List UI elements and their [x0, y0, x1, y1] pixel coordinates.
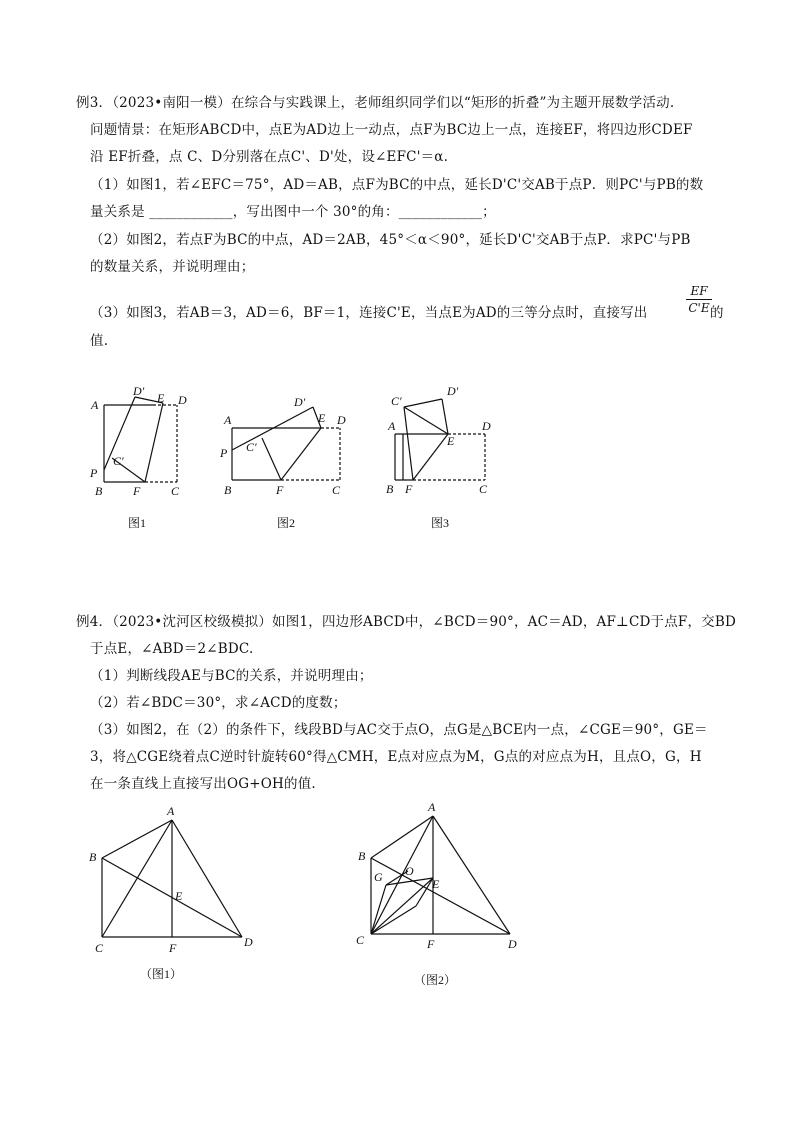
example3-figure3	[383, 383, 503, 503]
example4-q3-line3: 在一条直线上直接写出OG+OH的值.	[90, 776, 316, 792]
example3-q3-line2: 值.	[90, 333, 109, 349]
example4-figure1-caption: （图1）	[140, 967, 183, 981]
e4f1-label-F: F	[169, 941, 177, 955]
example3-title: 例3．（2023•南阳一模）在综合与实践课上，老师组织同学们以“矩形的折叠”为主题开展数学活动.	[76, 95, 675, 111]
example3-figure2-caption: 图2	[277, 516, 296, 530]
fig1-label-D1: D′	[133, 385, 145, 398]
example3-scenario-line1: 问题情景：在矩形ABCD中，点E为AD边上一动点，点F为BC边上一点，连接EF，将四边形CDEF	[90, 122, 693, 138]
e4f1-label-B: B	[89, 850, 97, 864]
fig3-label-F: F	[405, 482, 413, 496]
example3-figure1-caption: 图1	[128, 516, 147, 530]
e4f1-label-E: E	[175, 889, 183, 903]
fig2-label-B: B	[224, 483, 232, 497]
fig1-label-E: E	[157, 391, 165, 405]
fig3-label-D: D	[482, 419, 491, 433]
e4f2-label-C: C	[356, 933, 365, 947]
example4-figure1	[85, 800, 260, 960]
example4-figure2	[350, 798, 525, 958]
example3-q1-line1: （1）如图1，若∠EFC＝75°，AD＝AB，点F为BC的中点，延长D'C'交AB于点P．则PC'与PB的数	[90, 177, 704, 193]
fig2-label-F: F	[276, 483, 284, 497]
fig1-label-C: C	[171, 484, 180, 498]
example3-q1-line2: 量关系是 ____________，写出图中一个 30°的角：____________；	[90, 204, 496, 220]
example3-q3-tail: 的	[710, 305, 724, 321]
fig1-label-D: D	[178, 393, 187, 407]
example3-q2-line1: （2）如图2，若点F为BC的中点，AD＝2AB，45°＜α＜90°，延长D'C'交AB于点P．求PC'与PB	[90, 232, 691, 248]
fig2-label-D: D	[337, 413, 346, 427]
example4-q2: （2）若∠BDC＝30°，求∠ACD的度数；	[90, 695, 347, 711]
fig1-label-B: B	[95, 484, 103, 498]
example3-figure2	[215, 393, 355, 503]
fig1-label-F: F	[133, 484, 141, 498]
fraction-numerator: EF	[686, 284, 712, 300]
fig2-label-D1: D′	[294, 395, 306, 409]
example3-scenario-line2: 沿 EF折叠，点 C、D分别落在点C'、D'处，设∠EFC'＝α.	[90, 149, 449, 165]
fig3-label-C: C	[479, 482, 488, 496]
e4f2-label-B: B	[358, 849, 366, 863]
e4f2-label-G: G	[374, 870, 383, 884]
example4-title: 例4．（2023•沈河区校级模拟）如图1，四边形ABCD中，∠BCD＝90°，AC＝AD，AF⊥CD于点F，交BD	[76, 614, 737, 630]
example3-figure3-caption: 图3	[431, 516, 450, 530]
e4f2-label-E: E	[432, 877, 440, 891]
fig1-label-C1: C′	[113, 454, 124, 468]
fig2-label-E: E	[318, 411, 326, 425]
e4f1-label-D: D	[244, 935, 253, 949]
example3-figure1	[85, 385, 195, 505]
e4f2-label-D: D	[508, 937, 517, 951]
fig1-label-P: P	[90, 466, 98, 480]
e4f2-label-O: O	[405, 864, 414, 878]
example4-title-line2: 于点E，∠ABD＝2∠BDC.	[90, 641, 254, 657]
e4f2-label-A: A	[428, 800, 436, 814]
fig2-label-C: C	[332, 483, 341, 497]
e4f2-label-F: F	[427, 937, 435, 951]
example4-figure2-caption: （图2）	[414, 973, 457, 987]
example4-q1: （1）判断线段AE与BC的关系，并说明理由；	[90, 668, 373, 684]
fig3-label-B: B	[386, 482, 394, 496]
example4-q3-line2: 3，将△CGE绕着点C逆时针旋转60°得△CMH，E点对应点为M，G点的对应点为H，且点O，G，H	[90, 749, 702, 765]
example3-q2-line2: 的数量关系，并说明理由；	[90, 259, 255, 275]
fig3-label-C1: C′	[391, 394, 402, 408]
e4f1-label-A: A	[167, 804, 175, 818]
fraction-denominator: C'E	[688, 301, 710, 315]
example3-q3-line1: （3）如图3，若AB＝3，AD＝6，BF＝1，连接C'E，当点E为AD的三等分点时，直接写出	[90, 305, 648, 321]
fig2-label-C1: C′	[246, 440, 257, 454]
fig3-label-A: A	[388, 419, 396, 433]
fig3-label-D1: D′	[447, 384, 459, 398]
e4f1-label-C: C	[95, 941, 104, 955]
fig3-label-E: E	[447, 434, 455, 448]
fig2-label-A: A	[224, 413, 232, 427]
example3-fraction	[686, 284, 712, 315]
fig1-label-A: A	[91, 398, 99, 412]
example4-q3-line1: （3）如图2，在（2）的条件下，线段BD与AC交于点O，点G是△BCE内一点，∠CGE＝90°，GE＝	[90, 722, 708, 738]
fig2-label-P: P	[220, 446, 228, 460]
